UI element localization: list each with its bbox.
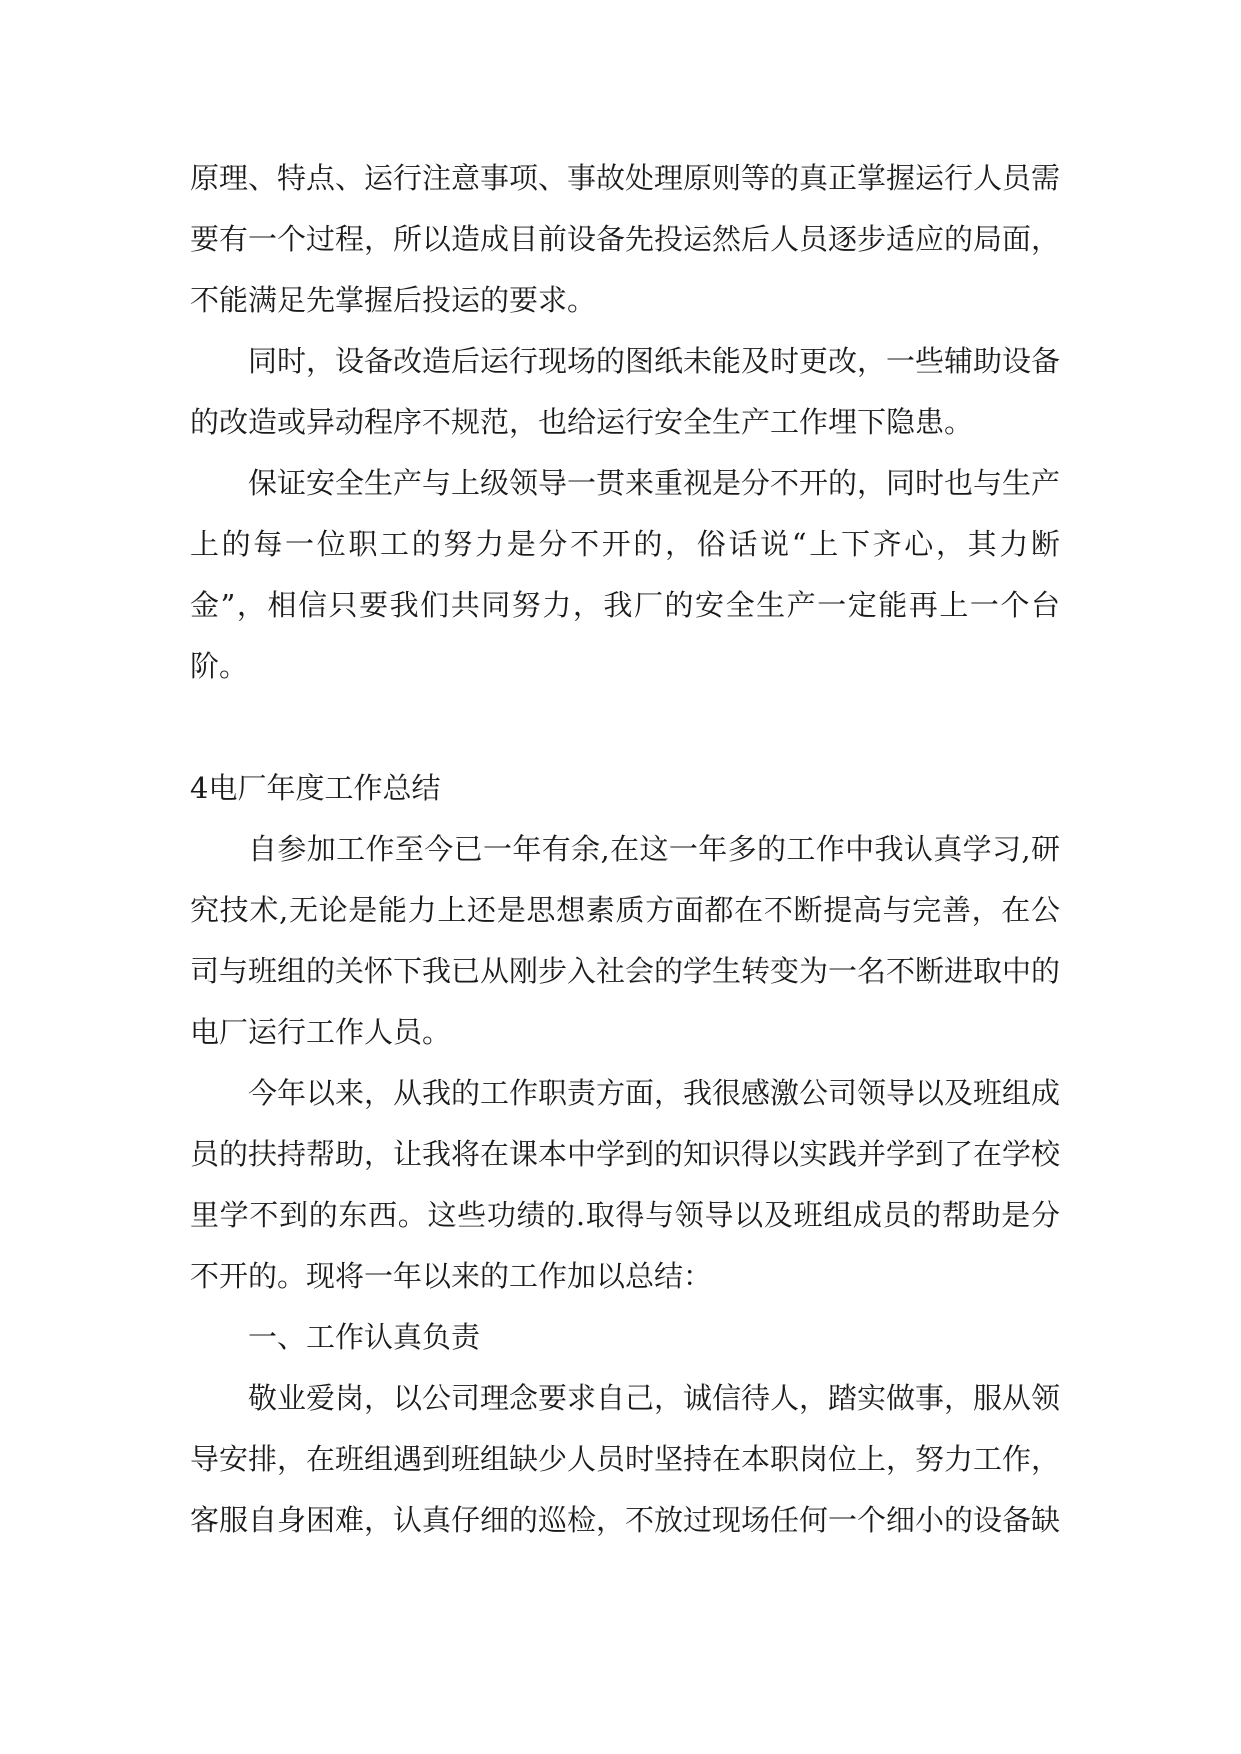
paragraph-safety: 保证安全生产与上级领导一贯来重视是分不开的，同时也与生产上的每一位职工的努力是分不开的，俗话说“上下齐心，其力断金”，相信只要我们共同努力，我厂的安全生产一定能再上一个台阶。	[190, 466, 1061, 683]
section-heading: 4电厂年度工作总结	[190, 771, 441, 805]
paragraph-drawings: 同时，设备改造后运行现场的图纸未能及时更改，一些辅助设备的改造或异动程序不规范，也给运行安全生产工作埋下隐患。	[190, 344, 1061, 439]
paragraph-dedication: 敬业爱岗，以公司理念要求自己，诚信待人，踏实做事，服从领导安排，在班组遇到班组缺少人员时坚持在本职岗位上，努力工作，客服自身困难，认真仔细的巡检，不放过现场任何一个细小的设备缺	[190, 1381, 1061, 1537]
document-body	[190, 148, 1060, 1551]
paragraph-intro: 自参加工作至今已一年有余,在这一年多的工作中我认真学习,研究技术,无论是能力上还是思想素质方面都在不断提高与完善，在公司与班组的关怀下我已从刚步入社会的学生转变为一名不断进取中的电厂运行工作人员。	[190, 832, 1061, 1049]
subheading-responsible: 一、工作认真负责	[248, 1320, 481, 1354]
paragraph-thanks: 今年以来，从我的工作职责方面，我很感激公司领导以及班组成员的扶持帮助，让我将在课本中学到的知识得以实践并学到了在学校里学不到的东西。这些功绩的.取得与领导以及班组成员的帮助是分不开的。现将一年以来的工作加以总结：	[190, 1076, 1061, 1293]
paragraph-continuation: 原理、特点、运行注意事项、事故处理原则等的真正掌握运行人员需要有一个过程，所以造成目前设备先投运然后人员逐步适应的局面，不能满足先掌握后投运的要求。	[190, 161, 1061, 317]
